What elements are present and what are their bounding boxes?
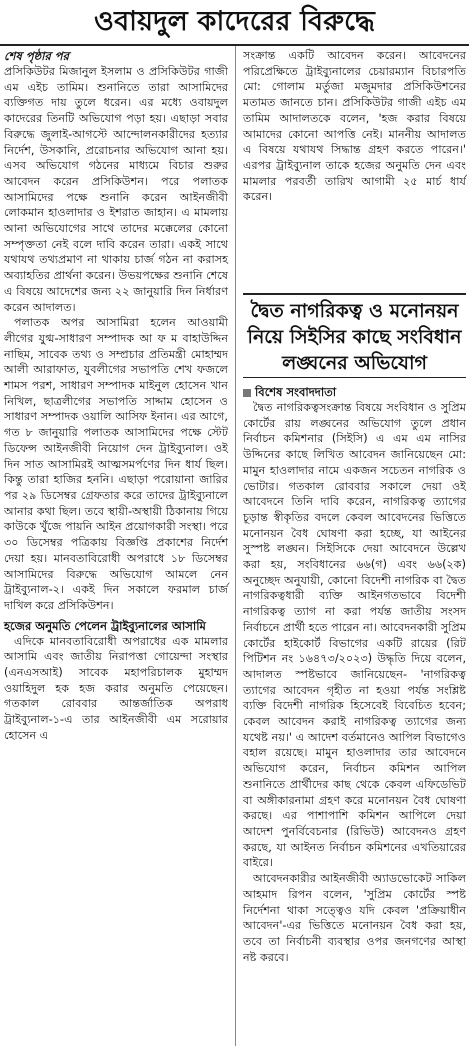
column-divider [235, 46, 236, 1046]
square-bullet-icon [243, 389, 251, 397]
right-column-bottom [243, 378, 466, 965]
second-article-headline-box [243, 293, 466, 378]
right-paragraph-2: দ্বৈত নাগরিকত্বসংক্রান্ত বিষয়ে সংবিধান ও সুপ্রিম কোর্টের রায় লঙ্ঘনের অভিযোগ তুলে প্রধান নির্বাচন কমিশনার (সিইসি) এ এম এম নাসির উদ্দিনের কাছে লিখিত আবেদন জানিয়েছেন মো: মামুন হাওলাদার নামে একজন সচেতন নাগরিক ও ভোটার। গতকাল রোববার সকালে দেয়া ওই আবেদনে তিনি দাবি করেন, নাগরিকত্ব ত্যাগের চূড়ান্ত স্বীকৃতির বদলে কেবল আবেদনের ভিত্তিতে মনোনয়ন বৈধ ঘোষণা করা হচ্ছে, যা আইনের সুস্পষ্ট লঙ্ঘন। সিইসিকে দেয়া আবেদনে উল্লেখ করা হয়, সংবিধানের ৬৬(গ) এবং ৬৬(২ক) অনুচ্ছেদ অনুযায়ী, কোনো বিদেশী নাগরিক বা দ্বৈত নাগরিকত্বধারী ব্যক্তি আইনগতভাবে বিদেশী নাগরিকত্ব ত্যাগ না করা পর্যন্ত জাতীয় সংসদ নির্বাচনে প্রার্থী হতে পারেন না। আবেদনকারী সুপ্রিম কোর্টের হাইকোর্ট বিভাগের একটি রায়ের (রিট পিটিশন নং ১৬৪৭৩/২০২৩) উদ্ধৃতি দিয়ে বলেন, আদালত স্পষ্টভাবে জানিয়েছেন- 'নাগরিকত্ব ত্যাগের আবেদন গৃহীত না হওয়া পর্যন্ত সংশ্লিষ্ট ব্যক্তি বিদেশী নাগরিক হিসেবেই বিবেচিত হবেন; কেবল আবেদন করাই নাগরিকত্ব ত্যাগের জন্য যথেষ্ট নয়।' এ আদেশ বর্তমানেও আপিল বিভাগেও বহাল রয়েছে। মামুন হাওলাদার তার আবেদনে অভিযোগ করেন, নির্বাচন কমিশন আপিল শুনানিতে প্রার্থীদের কাছ থেকে কেবল এফিডেভিট বা অঙ্গীকারনামা গ্রহণ করে মনোনয়ন বৈধ ঘোষণা করছে। এর পাশাপাশি কমিশন আপিলে দেয়া আদেশ পুনর্বিবেচনার (রিভিউ) আবেদনও গ্রহণ করছে, যা আইনত নির্বাচন কমিশনের এখতিয়ারের বাইরে। [243, 401, 466, 870]
byline [243, 384, 466, 400]
right-column-top [243, 48, 466, 288]
left-paragraph-2: পলাতক অপর আসামিরা হলেন আওয়ামী লীগের যুগ্ম-সাধারণ সম্পাদক আ ফ ম বাহাউদ্দিন নাছিম, সাবেক তথ্য ও সম্প্রচার প্রতিমন্ত্রী মোহাম্মদ আলী আরাফাত, যুবলীগের সভাপতি শেখ ফজলে শামস পরশ, সাধারণ সম্পাদক মাইনুল হোসেন খান নিখিল, ছাত্রলীগের সভাপতি সাদ্দাম হোসেন ও সাধারণ সম্পাদক ওয়ালি আসিফ ইনান। এর আগে, গত ৮ জানুয়ারি পলাতক আসামিদের পক্ষে স্টেট ডিফেন্স আইনজীবী নিয়োগ দেন ট্রাইব্যুনাল। ওই দিন সাত আসামিরই আত্মসমর্পণের দিন ধার্য ছিল। কিন্তু তারা হাজির হননি। এছাড়া পরোয়ানা জারির পর ২৯ ডিসেম্বর গ্রেফতার করে তাদের ট্রাইব্যুনালে আনার কথা ছিল। তবে স্থায়ী-অস্থায়ী ঠিকানায় গিয়ে কাউকে খুঁজে পায়নি আইন প্রয়োগকারী সংস্থা। পরে ৩০ ডিসেম্বর পত্রিকায় বিজ্ঞপ্তি প্রকাশের নির্দেশ দেয়া হয়। মানবতাবিরোধী অপরাধে ১৮ ডিসেম্বর আসামিদের বিরুদ্ধে অভিযোগ আমলে নেন ট্রাইব্যুনাল-২। একই দিন সকালে ফরমাল চার্জ দাখিল করে প্রসিকিউশন। [4, 316, 228, 612]
left-paragraph-1: প্রসিকিউটর মিজানুল ইসলাম ও প্রসিকিউটর গাজী এম এইচ তামিম। শুনানিতে তারা আসামিদের ব্যক্তিগত দায় তুলে ধরেন। এর মধ্যে ওবায়দুল কাদেরের তিনটি অভিযোগ পড়া হয়। এছাড়া সবার বিরুদ্ধে জুলাই-আগস্টে আন্দোলনকারীদের হত্যার নির্দেশ, উসকানি, প্ররোচনার অভিযোগ আনা হয়। এসব অভিযোগ গঠনের মাধ্যমে বিচার শুরুর আবেদন করেন প্রসিকিউশন। পরে পলাতক আসামিদের পক্ষে শুনানি করেন আইনজীবী লোকমান হাওলাদার ও ইশরাত জাহান। এ মামলায় আনা অভিযোগের সাথে তাদের মক্কেলের কোনো সম্পৃক্ততা নেই বলে দাবি করেন তারা। একই সাথে যথাযথ তথ্যপ্রমাণ না থাকায় চার্জ গঠন না করাসহ অব্যাহতির প্রার্থনা করেন। উভয়পক্ষের শুনানি শেষে এ বিষয়ে আদেশের জন্য ২২ জানুয়ারি দিন নির্ধারণ করেন আদালত। [4, 65, 228, 314]
left-paragraph-3: এদিকে মানবতাবিরোধী অপরাধের এক মামলার আসামি এবং জাতীয় নিরাপত্তা গোয়েন্দা সংস্থার (এনএসআই) সাবেক মহাপরিচালক মুহাম্মদ ওয়াহিদুল হক হজ করার অনুমতি পেয়েছেন। গতকাল রোববার আন্তর্জাতিক অপরাধ ট্রাইব্যুনাল-১-এ তার আইনজীবী এম সরোয়ার হোসেন এ [4, 634, 228, 742]
right-paragraph-1: সংক্রান্ত একটি আবেদন করেন। আবেদনের পরিপ্রেক্ষিতে ট্রাইব্যুনালের চেয়ারম্যান বিচারপতি মো: গোলাম মর্তুজা মজুমদার প্রসিকিউশনের মতামত জানতে চান। প্রসিকিউটর গাজী এইচ এম তামিম আদালতকে বলেন, 'হজ করার বিষয়ে আমাদের কোনো আপত্তি নেই। মাননীয় আদালত এ বিষয়ে যথাযথ সিদ্ধান্ত গ্রহণ করতে পারেন।' এরপর ট্রাইব্যুনাল তাকে হজের অনুমতি দেন এবং মামলার পরবর্তী তারিখ আগামী ২৫ মার্চ ধার্য করেন। [243, 49, 466, 204]
hajj-subhead: হজের অনুমতি পেলেন ট্রাইব্যুনালের আসামি [4, 618, 206, 633]
second-article-headline: দ্বৈত নাগরিকত্ব ও মনোনয়ন নিয়ে সিইসির কাছে সংবিধান লঙ্ঘনের অভিযোগ [247, 300, 462, 374]
continuation-kicker: শেষ পৃষ্ঠার পর [4, 49, 69, 63]
byline-text: বিশেষ সংবাদদাতা [255, 385, 337, 399]
right-paragraph-3: আবেদনকারীর আইনজীবী অ্যাডভোকেট সাকিল আহমাদ রিপন বলেন, 'সুপ্রিম কোর্টের স্পষ্ট নির্দেশনা থাকা সত্ত্বেও যদি কেবল 'প্রক্রিয়াধীন আবেদন'-এর ভিত্তিতে মনোনয়ন বৈধ করা হয়, তবে তা নির্বাচনী ব্যবস্থার ওপর জনগণের আস্থা নষ্ট করবে। [243, 872, 466, 964]
main-headline: ওবায়দুল কাদেরের বিরুদ্ধে [94, 6, 375, 37]
left-column [4, 48, 228, 744]
